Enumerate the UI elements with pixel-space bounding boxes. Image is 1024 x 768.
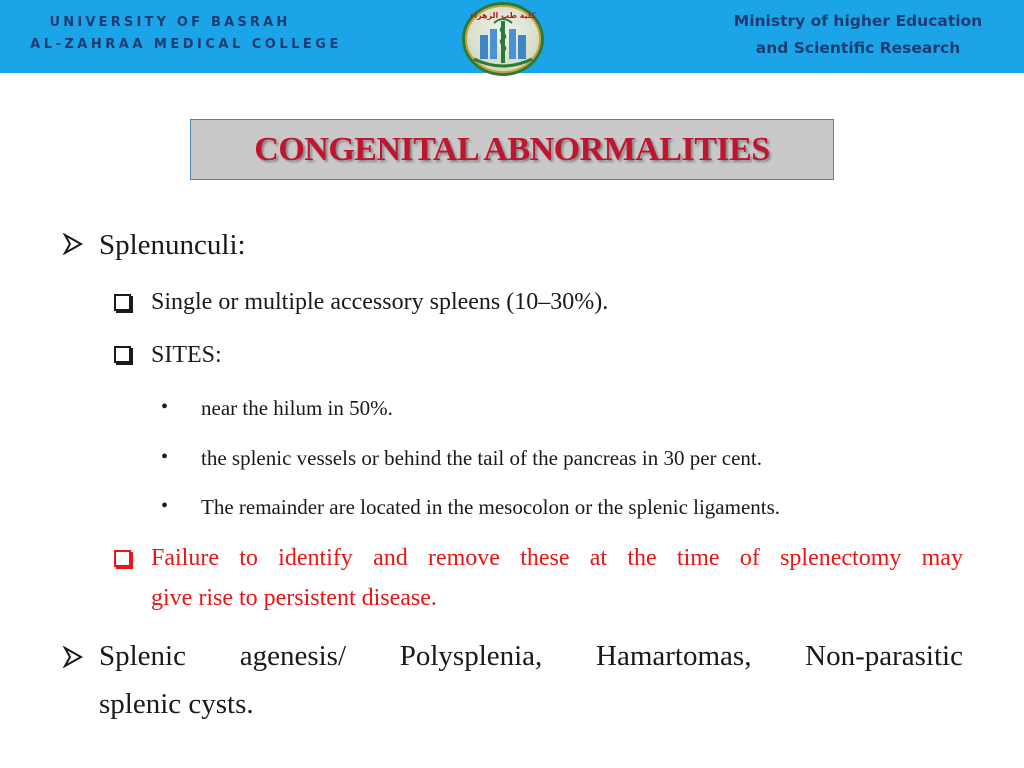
slide-title-box xyxy=(190,119,834,180)
arrow-bullet-icon xyxy=(62,646,84,668)
warning-word: identify xyxy=(278,545,353,571)
sub-accessory-spleens: Single or multiple accessory spleens (10–30%). xyxy=(151,289,609,315)
warning-word: time xyxy=(676,545,720,571)
ministry-name xyxy=(700,8,1016,62)
checkbox-bullet-icon xyxy=(114,294,131,311)
dot-bullet-icon: • xyxy=(161,396,169,418)
checkbox-bullet-icon xyxy=(114,550,131,567)
checkbox-bullet-icon xyxy=(114,346,131,363)
warning-word: to xyxy=(239,545,258,571)
bullet2-word: Splenic xyxy=(99,640,186,672)
site-item: near the hilum in 50%. xyxy=(201,396,393,420)
warning-word: these xyxy=(520,545,570,571)
warning-word: may xyxy=(921,545,963,571)
arrow-bullet-icon xyxy=(62,233,84,255)
ministry-line2: and Scientific Research xyxy=(755,39,961,57)
warning-word: remove xyxy=(427,545,500,571)
college-name: AL-ZAHRAA MEDICAL COLLEGE xyxy=(30,37,342,52)
warning-line1 xyxy=(151,545,963,572)
warning-word: of xyxy=(739,545,760,571)
site-item: The remainder are located in the mesocolon or the splenic ligaments. xyxy=(201,495,781,519)
bullet2-word: Non-parasitic xyxy=(805,640,963,672)
dot-bullet-icon: • xyxy=(161,446,169,468)
sub-sites: SITES: xyxy=(151,342,222,368)
site-item: the splenic vessels or behind the tail of the pancreas in 30 per cent. xyxy=(201,446,762,470)
dot-bullet-icon: • xyxy=(161,495,169,517)
warning-word: splenectomy xyxy=(780,545,902,571)
college-logo-icon xyxy=(460,1,546,77)
bullet-splenunculi: Splenunculi: xyxy=(99,229,246,261)
warning-word: at xyxy=(589,545,608,571)
bullet2-word: Hamartomas, xyxy=(596,640,752,672)
warning-word: the xyxy=(627,545,657,571)
bullet-other-abnormalities-line2: splenic cysts. xyxy=(99,688,254,720)
slide-title: CONGENITAL ABNORMALITIES xyxy=(254,130,770,168)
header-bar xyxy=(0,0,1024,73)
bullet-other-abnormalities-line1 xyxy=(99,640,963,673)
warning-line2: give rise to persistent disease. xyxy=(151,585,437,611)
warning-word: Failure xyxy=(151,545,219,571)
warning-word: and xyxy=(373,545,408,571)
ministry-line1: Ministry of higher Education xyxy=(733,12,983,30)
bullet2-word: Polysplenia, xyxy=(399,640,543,672)
logo-lettering: كلية طب الزهراء xyxy=(470,11,536,20)
university-name: UNIVERSITY OF BASRAH xyxy=(49,15,291,30)
bullet2-word: agenesis/ xyxy=(239,640,347,672)
